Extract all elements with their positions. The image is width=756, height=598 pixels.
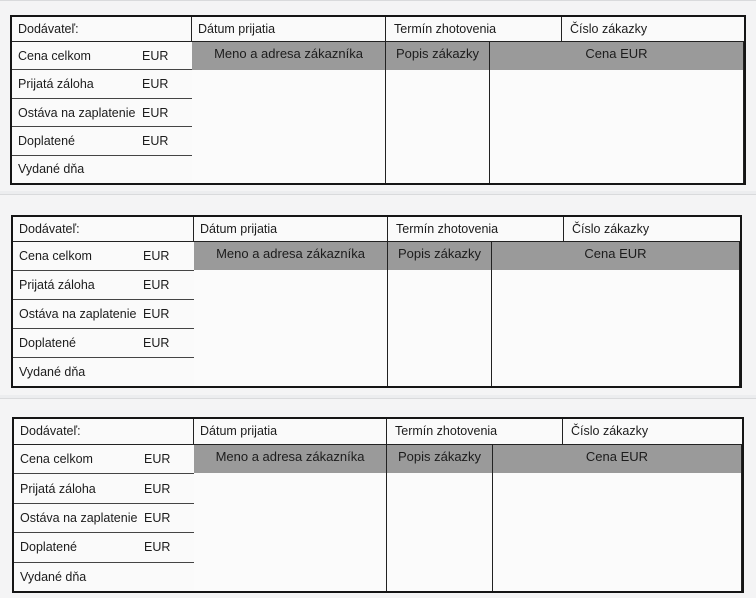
completion-date-label: Termín zhotovenia bbox=[386, 17, 562, 41]
summary-issued-label: Vydané dňa bbox=[20, 569, 87, 584]
received-date-label: Dátum prijatia bbox=[194, 217, 388, 242]
top-right-header bbox=[387, 419, 742, 445]
currency-label: EUR bbox=[143, 278, 170, 292]
summary-issued-label: Vydané dňa bbox=[19, 365, 86, 379]
description-column-header: Popis zákazky bbox=[386, 42, 490, 70]
currency-label: EUR bbox=[143, 249, 170, 263]
summary-deposit-label: Prijatá záloha bbox=[20, 481, 96, 496]
summary-paid-label: Doplatené bbox=[19, 336, 76, 350]
summary-total-label: Cena celkom bbox=[20, 452, 93, 467]
summary-row-paid bbox=[14, 533, 194, 562]
summary-total-label: Cena celkom bbox=[19, 249, 92, 263]
currency-label: EUR bbox=[143, 307, 170, 321]
customer-field bbox=[192, 70, 386, 183]
price-column-header: Cena EUR bbox=[490, 42, 744, 70]
order-form-3 bbox=[12, 417, 744, 593]
summary-total-label: Cena celkom bbox=[18, 48, 91, 63]
summary-issued-label: Vydané dňa bbox=[18, 162, 85, 177]
completion-date-label: Termín zhotovenia bbox=[387, 419, 563, 444]
description-field bbox=[386, 70, 490, 183]
description-field bbox=[388, 270, 492, 386]
customer-field bbox=[194, 473, 387, 591]
summary-deposit-label: Prijatá záloha bbox=[19, 278, 95, 292]
price-field bbox=[490, 70, 744, 183]
order-number-label: Číslo zákazky bbox=[571, 424, 649, 439]
order-form-1 bbox=[10, 15, 746, 185]
description-column-header: Popis zákazky bbox=[387, 445, 493, 473]
customer-column-header: Meno a adresa zákazníka bbox=[194, 242, 388, 270]
summary-row-total bbox=[12, 42, 192, 70]
customer-field bbox=[194, 270, 388, 386]
completion-date-label: Termín zhotovenia bbox=[388, 217, 564, 241]
summary-remaining-label: Ostáva na zaplatenie bbox=[18, 105, 136, 120]
supplier-label: Dodávateľ: bbox=[13, 217, 194, 242]
summary-block bbox=[13, 242, 194, 386]
order-number-label: Číslo zákazky bbox=[570, 21, 648, 36]
top-right-header bbox=[386, 17, 744, 42]
summary-row-issued bbox=[13, 358, 194, 386]
currency-label: EUR bbox=[142, 77, 169, 92]
summary-row-total bbox=[13, 242, 194, 271]
price-column-header: Cena EUR bbox=[493, 445, 742, 473]
summary-row-remaining bbox=[14, 504, 194, 533]
summary-row-paid bbox=[13, 329, 194, 358]
description-column-header: Popis zákazky bbox=[388, 242, 492, 270]
currency-label: EUR bbox=[144, 511, 171, 526]
summary-row-deposit bbox=[13, 271, 194, 300]
summary-paid-label: Doplatené bbox=[20, 540, 77, 555]
order-form-2 bbox=[11, 215, 742, 388]
customer-column-header: Meno a adresa zákazníka bbox=[194, 445, 387, 473]
supplier-label: Dodávateľ: bbox=[12, 17, 192, 42]
price-field bbox=[492, 270, 740, 386]
summary-row-deposit bbox=[12, 70, 192, 98]
currency-label: EUR bbox=[144, 481, 171, 496]
top-right-header bbox=[388, 217, 740, 242]
summary-row-deposit bbox=[14, 474, 194, 503]
supplier-label: Dodávateľ: bbox=[14, 419, 194, 445]
currency-label: EUR bbox=[142, 48, 169, 63]
summary-row-total bbox=[14, 445, 194, 474]
currency-label: EUR bbox=[142, 105, 169, 120]
summary-remaining-label: Ostáva na zaplatenie bbox=[20, 511, 138, 526]
order-number-label: Číslo zákazky bbox=[572, 221, 650, 236]
summary-deposit-label: Prijatá záloha bbox=[18, 77, 94, 92]
price-field bbox=[493, 473, 742, 591]
currency-label: EUR bbox=[142, 133, 169, 148]
received-date-label: Dátum prijatia bbox=[192, 17, 386, 42]
summary-row-issued bbox=[12, 156, 192, 183]
summary-block bbox=[12, 42, 192, 183]
currency-label: EUR bbox=[144, 540, 171, 555]
summary-remaining-label: Ostáva na zaplatenie bbox=[19, 307, 137, 321]
summary-row-remaining bbox=[12, 99, 192, 127]
price-column-header: Cena EUR bbox=[492, 242, 740, 270]
summary-row-remaining bbox=[13, 300, 194, 329]
currency-label: EUR bbox=[144, 452, 171, 467]
summary-paid-label: Doplatené bbox=[18, 133, 75, 148]
customer-column-header: Meno a adresa zákazníka bbox=[192, 42, 386, 70]
summary-block bbox=[14, 445, 194, 591]
description-field bbox=[387, 473, 493, 591]
currency-label: EUR bbox=[143, 336, 170, 350]
summary-row-issued bbox=[14, 563, 194, 591]
received-date-label: Dátum prijatia bbox=[194, 419, 387, 445]
summary-row-paid bbox=[12, 127, 192, 155]
